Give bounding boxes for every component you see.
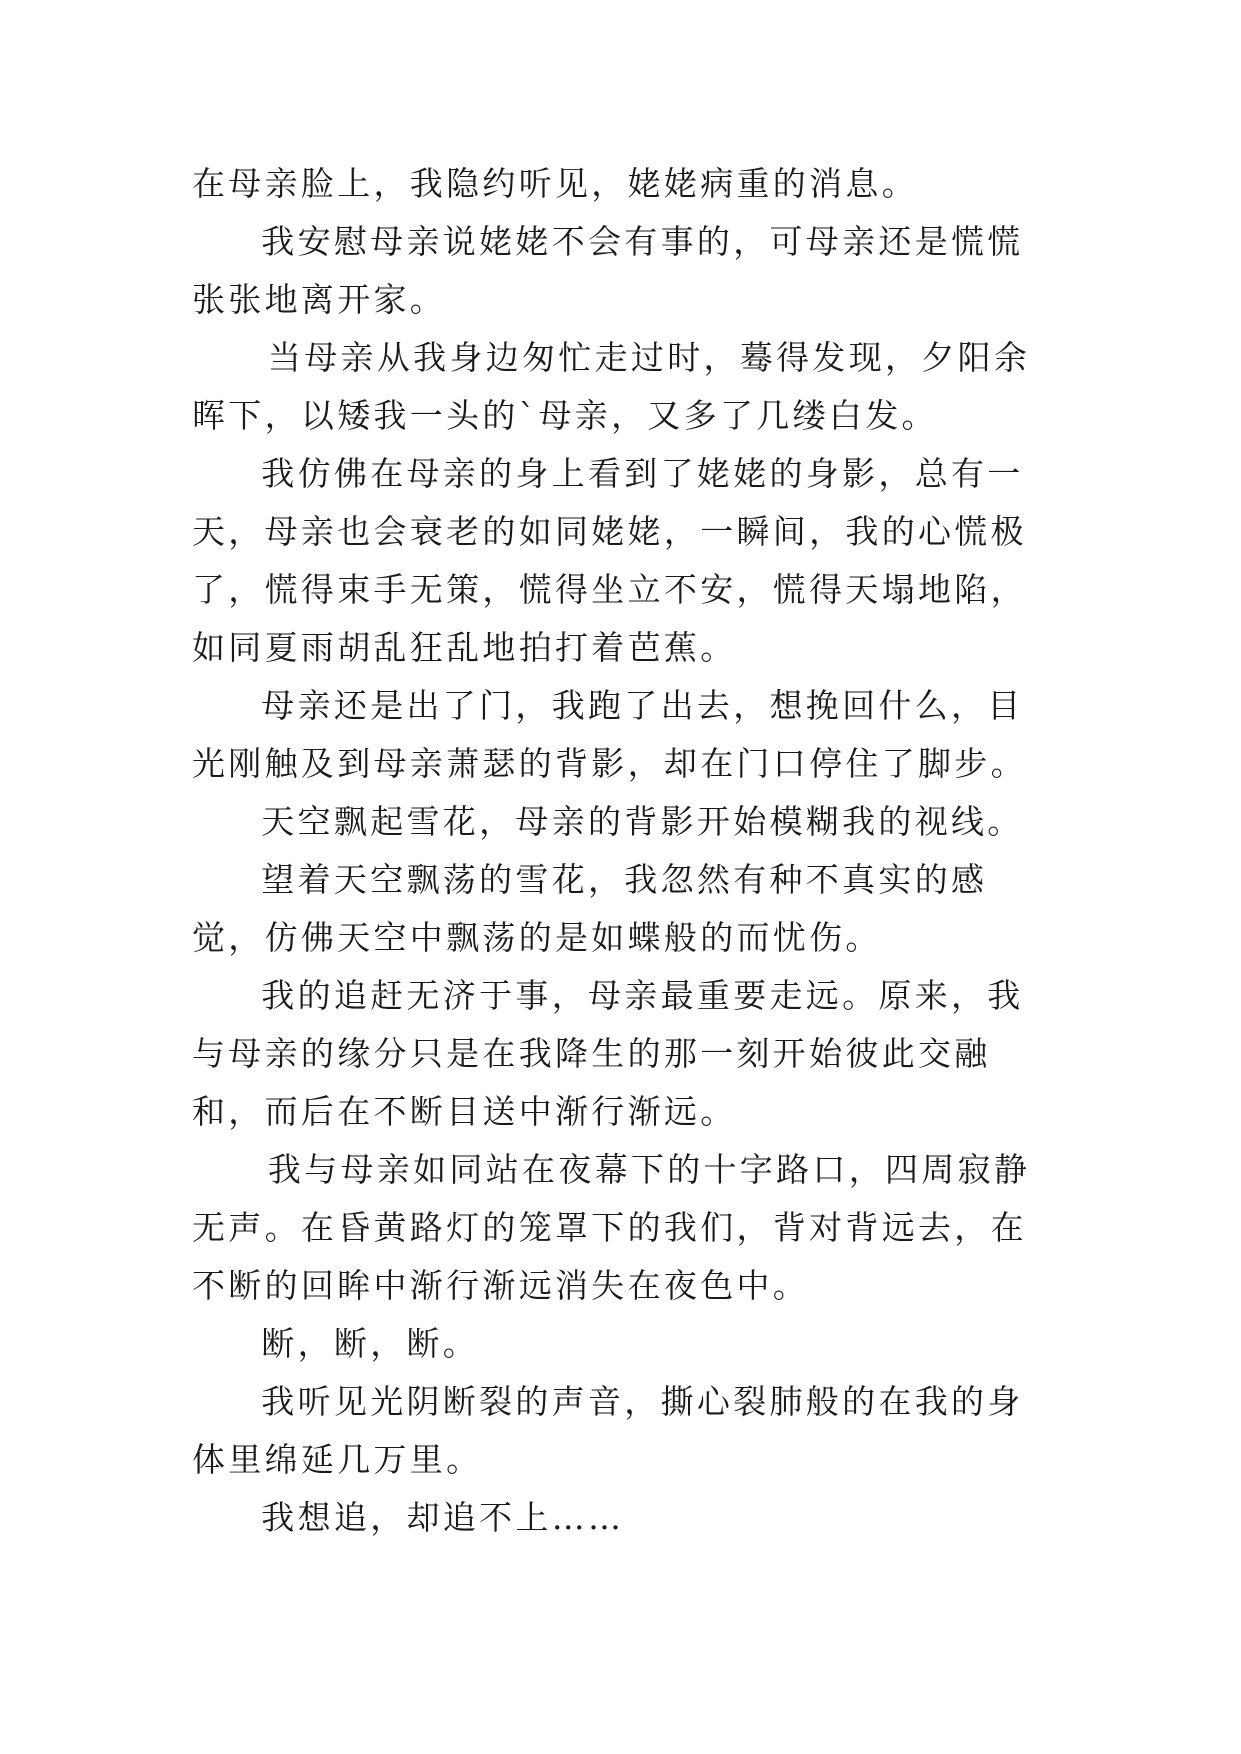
paragraph-7: 望着天空飘荡的雪花，我忽然有种不真实的感觉，仿佛天空中飘荡的是如蝶般的而忧伤。 [192,860,988,957]
paragraph-1: 在母亲脸上，我隐约听见，姥姥病重的消息。 [192,164,918,203]
paragraph-3: 当母亲从我身边匆忙走过时，蓦得发现，夕阳余晖下，以矮我一头的`母亲，又多了几缕白发。 [192,338,1031,435]
paragraph-4: 我仿佛在母亲的身上看到了姥姥的身影，总有一天，母亲也会衰老的如同姥姥，一瞬间，我的心慌极了，慌得束手无策，慌得坐立不安，慌得天塌地陷，如同夏雨胡乱狂乱地拍打着芭蕉。 [192,454,1027,667]
paragraph-10: 断，断，断。 [261,1324,480,1363]
paragraph-8: 我的追赶无济于事，母亲最重要走远。原来，我与母亲的缘分只是在我降生的那一刻开始彼此交融和，而后在不断目送中渐行渐远。 [192,976,1024,1131]
paragraph-5: 母亲还是出了门，我跑了出去，想挽回什么，目光刚触及到母亲萧瑟的背影，却在门口停住了脚步。 [192,686,1027,783]
paragraph-2: 我安慰母亲说姥姥不会有事的，可母亲还是慌慌张张地离开家。 [192,222,1024,319]
document-body [192,155,1052,1547]
paragraph-11: 我听见光阴断裂的声音，撕心裂肺般的在我的身体里绵延几万里。 [192,1382,1024,1479]
paragraph-6: 天空飘起雪花，母亲的背影开始模糊我的视线。 [261,802,1024,841]
paragraph-12: 我想追，却追不上…… [261,1498,625,1537]
paragraph-9: 我与母亲如同站在夜幕下的十字路口，四周寂静无声。在昏黄路灯的笼罩下的我们，背对背远去，在不断的回眸中渐行渐远消失在夜色中。 [192,1150,1031,1305]
